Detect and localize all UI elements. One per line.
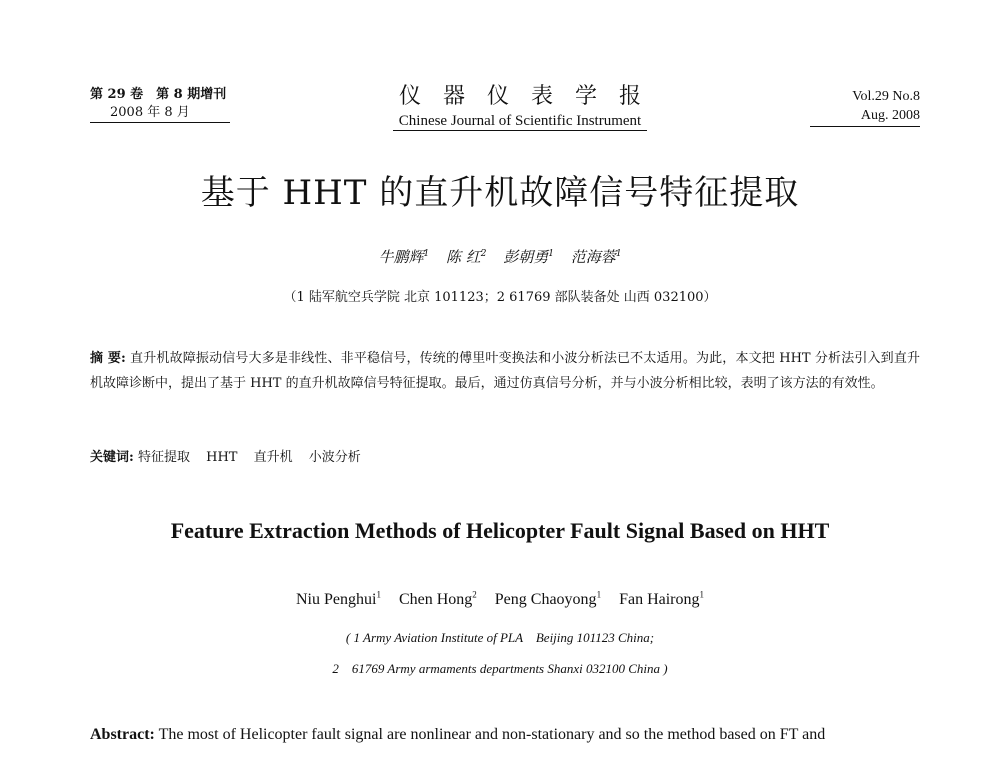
volume-issue: 第 29 卷 第 8 期增刊 — [90, 87, 227, 102]
keyword: HHT — [206, 450, 238, 465]
affiliation-cn: （1 陆军航空兵学院 北京 101123；2 61769 部队装备处 山西 032100） — [283, 290, 717, 305]
author-cn: 陈 红$^2$ — [445, 248, 487, 266]
paper-title-cn: 基于 HHT 的直升机故障信号特征提取 — [200, 173, 800, 213]
abstract-cn — [90, 346, 920, 396]
keyword: 特征提取 — [137, 450, 190, 465]
abstract-label-cn: 摘 要: — [90, 351, 126, 366]
journal-header — [90, 86, 920, 130]
affiliation-en-line1: ( 1 Army Aviation Institute of PLA Beijing 101123 China; — [345, 630, 655, 645]
issue-date: 2008 年 8 月 — [90, 104, 230, 123]
author-cn: 彭朝勇$^1$ — [503, 248, 555, 266]
date-en: Aug. 2008 — [810, 106, 920, 127]
author-cn: 牛鹏辉$^1$ — [378, 248, 430, 266]
author-list-en — [0, 590, 1000, 609]
keyword: 直升机 — [253, 450, 293, 465]
abstract-en — [90, 720, 930, 750]
journal-name-en: Chinese Journal of Scientific Instrument — [393, 112, 647, 131]
abstract-text-cn: 直升机故障振动信号大多是非线性、非平稳信号，传统的傅里叶变换法和小波分析法已不太适用。为此，本文把 HHT 分析法引入到直升机故障诊断中，提出了基于 HHT 的直升机故障信号特征提取。最后，通过仿真信号分析，并与小波分析相比较，表明了该方法的有效性。 — [90, 351, 920, 391]
journal-name — [370, 84, 670, 131]
paper-title-en: Feature Extraction Methods of Helicopter Fault Signal Based on HHT — [170, 518, 830, 543]
volume-info-en — [810, 88, 920, 127]
journal-name-cn: 仪器仪表学报 — [398, 84, 663, 109]
author-en: Fan Hairong$^1$ — [619, 590, 704, 609]
abstract-text-en: The most of Helicopter fault signal are nonlinear and non-stationary and so the method based on FT and — [154, 726, 826, 743]
author-en: Niu Penghui$^1$ — [296, 590, 381, 609]
abstract-label-en: Abstract: — [90, 726, 155, 743]
keyword: 小波分析 — [308, 450, 361, 465]
affiliation-en-line2: 2 61769 Army armaments departments Shanxi 032100 China ) — [332, 661, 668, 676]
keywords-label-cn: 关键词: — [90, 450, 134, 465]
volume-number-en: Vol.29 No.8 — [852, 89, 920, 104]
author-cn: 范海蓉$^1$ — [570, 248, 622, 266]
author-list-cn — [0, 246, 1000, 267]
author-en: Chen Hong$^2$ — [398, 590, 477, 609]
keywords-cn — [90, 446, 920, 465]
author-en: Peng Chaoyong$^1$ — [494, 590, 602, 609]
issue-info — [90, 86, 240, 123]
